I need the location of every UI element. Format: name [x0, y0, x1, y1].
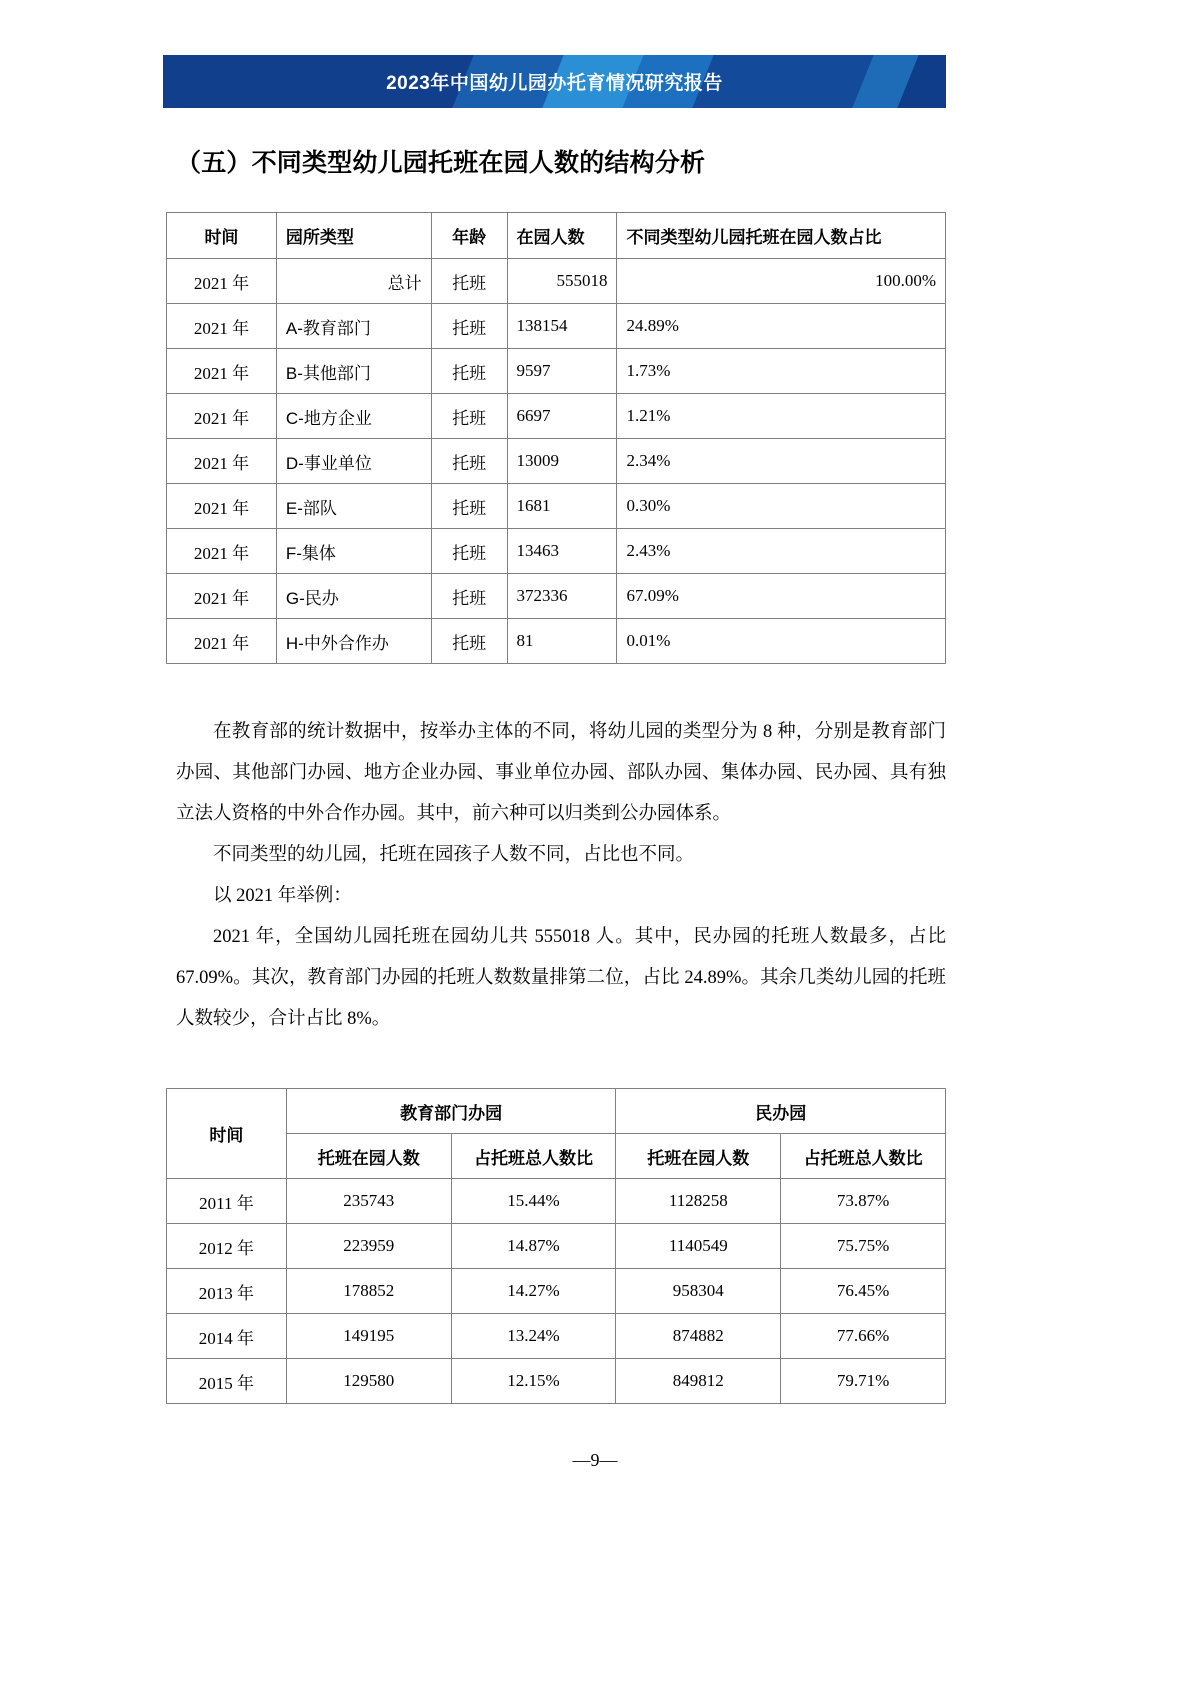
body-paragraphs — [176, 712, 946, 1040]
cell-time: 2014 年 — [167, 1314, 287, 1359]
cell-edu-count: 129580 — [286, 1359, 451, 1404]
edu-vs-private-trend-table — [166, 1088, 946, 1404]
col-header-priv-pct: 占托班总人数比 — [781, 1134, 946, 1179]
report-header-banner — [163, 55, 946, 108]
cell-time: 2021 年 — [167, 259, 277, 304]
paragraph: 不同类型的幼儿园，托班在园孩子人数不同，占比也不同。 — [213, 845, 695, 865]
paragraph: 以 2021 年举例： — [213, 886, 352, 906]
col-header-edu-count: 托班在园人数 — [286, 1134, 451, 1179]
col-header-age: 年龄 — [431, 213, 507, 259]
col-header-garden-type: 园所类型 — [276, 213, 431, 259]
cell-edu-count: 235743 — [286, 1179, 451, 1224]
cell-time: 2021 年 — [167, 574, 277, 619]
cell-priv-pct: 79.71% — [781, 1359, 946, 1404]
cell-priv-count: 849812 — [616, 1359, 781, 1404]
cell-edu-count: 223959 — [286, 1224, 451, 1269]
report-title: 2023年中国幼儿园办托育情况研究报告 — [386, 73, 723, 94]
cell-priv-pct: 77.66% — [781, 1314, 946, 1359]
table-row — [167, 484, 946, 529]
cell-time: 2011 年 — [167, 1179, 287, 1224]
cell-count: 81 — [507, 619, 617, 664]
cell-garden-type: D-事业单位 — [276, 439, 431, 484]
cell-time: 2021 年 — [167, 484, 277, 529]
cell-count: 13463 — [507, 529, 617, 574]
cell-count: 555018 — [507, 259, 617, 304]
cell-priv-pct: 75.75% — [781, 1224, 946, 1269]
cell-percent: 2.34% — [617, 439, 946, 484]
cell-count: 13009 — [507, 439, 617, 484]
cell-percent: 67.09% — [617, 574, 946, 619]
cell-age: 托班 — [431, 304, 507, 349]
table-row — [167, 1179, 946, 1224]
enrollment-by-type-table — [166, 212, 946, 664]
table-row — [167, 529, 946, 574]
cell-age: 托班 — [431, 574, 507, 619]
group-header-education: 教育部门办园 — [286, 1089, 616, 1134]
cell-count: 372336 — [507, 574, 617, 619]
section-heading: （五）不同类型幼儿园托班在园人数的结构分析 — [176, 149, 706, 177]
table2-group-header-row — [167, 1089, 946, 1134]
cell-time: 2013 年 — [167, 1269, 287, 1314]
cell-edu-pct: 14.27% — [451, 1269, 616, 1314]
table-row — [167, 259, 946, 304]
cell-percent: 1.21% — [617, 394, 946, 439]
cell-edu-pct: 14.87% — [451, 1224, 616, 1269]
cell-time: 2021 年 — [167, 349, 277, 394]
col-header-time: 时间 — [167, 213, 277, 259]
table-row — [167, 349, 946, 394]
page-number: —9— — [572, 1450, 618, 1470]
table-row — [167, 304, 946, 349]
paragraph: 在教育部的统计数据中，按举办主体的不同，将幼儿园的类型分为 8 种，分别是教育部门办园、其他部门办园、地方企业办园、事业单位办园、部队办园、集体办园、民办园、具有独立法人资格的中外合作办园。其中，前六种可以归类到公办园体系。 — [176, 722, 946, 824]
table-row — [167, 394, 946, 439]
cell-count: 1681 — [507, 484, 617, 529]
cell-priv-count: 958304 — [616, 1269, 781, 1314]
cell-age: 托班 — [431, 439, 507, 484]
cell-garden-type: A-教育部门 — [276, 304, 431, 349]
cell-percent: 0.30% — [617, 484, 946, 529]
col-header-edu-pct: 占托班总人数比 — [451, 1134, 616, 1179]
cell-percent: 1.73% — [617, 349, 946, 394]
cell-time: 2021 年 — [167, 529, 277, 574]
table-header-row — [167, 213, 946, 259]
table-row — [167, 1359, 946, 1404]
cell-age: 托班 — [431, 619, 507, 664]
cell-edu-count: 178852 — [286, 1269, 451, 1314]
cell-percent: 2.43% — [617, 529, 946, 574]
cell-time: 2012 年 — [167, 1224, 287, 1269]
cell-edu-pct: 15.44% — [451, 1179, 616, 1224]
cell-age: 托班 — [431, 529, 507, 574]
table-row — [167, 1224, 946, 1269]
col-header-priv-count: 托班在园人数 — [616, 1134, 781, 1179]
table-row — [167, 619, 946, 664]
col-header-percent: 不同类型幼儿园托班在园人数占比 — [617, 213, 946, 259]
cell-edu-pct: 13.24% — [451, 1314, 616, 1359]
cell-edu-count: 149195 — [286, 1314, 451, 1359]
cell-garden-type: C-地方企业 — [276, 394, 431, 439]
cell-time: 2015 年 — [167, 1359, 287, 1404]
cell-garden-type: B-其他部门 — [276, 349, 431, 394]
cell-priv-pct: 73.87% — [781, 1179, 946, 1224]
table-row — [167, 574, 946, 619]
table-row — [167, 1269, 946, 1314]
cell-garden-type: H-中外合作办 — [276, 619, 431, 664]
cell-edu-pct: 12.15% — [451, 1359, 616, 1404]
group-header-private: 民办园 — [616, 1089, 946, 1134]
table-row — [167, 1314, 946, 1359]
cell-time: 2021 年 — [167, 304, 277, 349]
cell-percent: 100.00% — [617, 259, 946, 304]
cell-priv-count: 874882 — [616, 1314, 781, 1359]
cell-time: 2021 年 — [167, 439, 277, 484]
cell-time: 2021 年 — [167, 394, 277, 439]
cell-age: 托班 — [431, 484, 507, 529]
cell-count: 6697 — [507, 394, 617, 439]
cell-count: 138154 — [507, 304, 617, 349]
cell-time: 2021 年 — [167, 619, 277, 664]
cell-percent: 0.01% — [617, 619, 946, 664]
table-row — [167, 439, 946, 484]
cell-garden-type: 总计 — [276, 259, 431, 304]
cell-priv-count: 1140549 — [616, 1224, 781, 1269]
col-header-time: 时间 — [167, 1089, 287, 1179]
col-header-count: 在园人数 — [507, 213, 617, 259]
cell-age: 托班 — [431, 349, 507, 394]
cell-garden-type: E-部队 — [276, 484, 431, 529]
cell-garden-type: F-集体 — [276, 529, 431, 574]
cell-priv-pct: 76.45% — [781, 1269, 946, 1314]
cell-priv-count: 1128258 — [616, 1179, 781, 1224]
paragraph: 2021 年，全国幼儿园托班在园幼儿共 555018 人。其中，民办园的托班人数最多，占比 67.09%。其次，教育部门办园的托班人数数量排第二位，占比 24.89%。其余几类幼儿园的托班人数较少，合计占比 8%。 — [176, 927, 946, 1029]
cell-age: 托班 — [431, 259, 507, 304]
cell-percent: 24.89% — [617, 304, 946, 349]
cell-age: 托班 — [431, 394, 507, 439]
cell-count: 9597 — [507, 349, 617, 394]
cell-garden-type: G-民办 — [276, 574, 431, 619]
